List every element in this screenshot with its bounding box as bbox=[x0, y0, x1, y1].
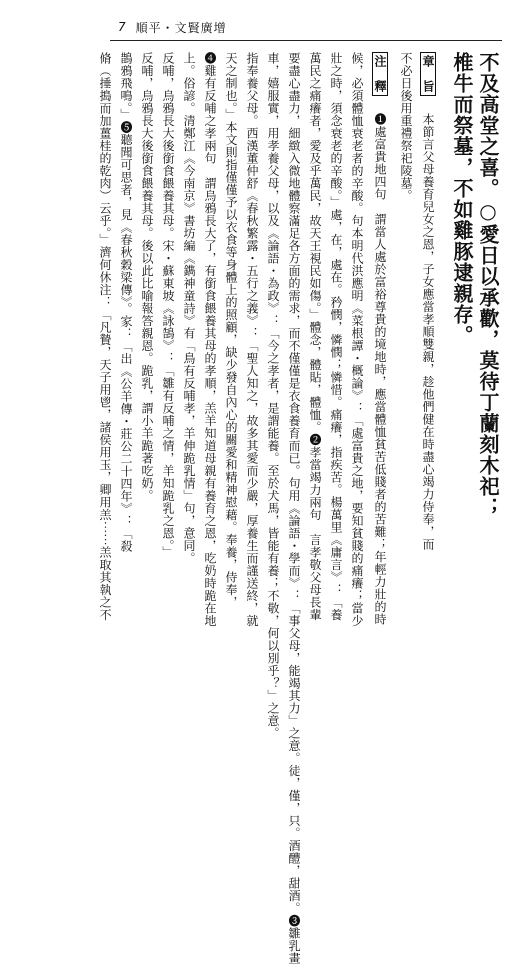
zhangzhi-text: 本節言父母養育兒女之恩，子女應當孝順雙親，趁他們健在時盡心竭力侍奉，而 bbox=[421, 113, 435, 551]
note-line: 天之制也。」本文則指僅僅予以衣食等身體上的照顧，缺少發自內心的關愛和精神慰藉。奉養，侍奉， bbox=[224, 52, 238, 609]
note-line: 鵲鴉飛鳴。」❺聽聞可思者，見《春秋穀梁傳》。家：「出《公羊傳・莊公二十四年》：「殺 bbox=[119, 52, 133, 553]
note-line: 萬民之痛癢者，愛及乎萬民，故天王視民如傷。」體念，體貼，體恤。❷孝當竭力兩句 言孝敬父母長輩 bbox=[308, 52, 322, 621]
zhangzhi-tag: 章 旨 bbox=[420, 52, 436, 96]
note-line: ❹雞有反哺之孝兩句 謂烏鴉長大了，有銜食餵養其母的孝順，羔羊知道母親有養育之恩，吃奶時跪在地 bbox=[203, 52, 217, 627]
main-text-column-2: 椎牛而祭墓，不如雞豚逮親存。 bbox=[450, 52, 474, 346]
zhushi-tag: 注 釋 bbox=[372, 52, 388, 96]
note-line: 候，必須體恤衰老者的辛酸。句本明代洪應明《菜根譚・概論》：「處富貴之地，要知貧賤的痛癢；當少 bbox=[350, 52, 364, 627]
note-line: 脩（捶搗而加薑桂的乾肉）云乎。」濟何休注：「凡贄，天子用鬯，諸侯用玉，卿用羔⋯⋯羔取其執之不 bbox=[98, 52, 112, 621]
note-line: 反哺，烏鴉長大後銜食餵養其母。後以此比喻報答親恩。跪乳，謂小羊跪著吃奶。 bbox=[140, 52, 154, 502]
note-line: 壯之時，須念衰老的辛酸。」處，在，處在。矜憫，憐憫；憐惜。痛癢，指疾苦。楊萬里《庸言》：「養 bbox=[329, 52, 343, 621]
note-line: ❶處富貴地四句 謂當人處於富裕尊貴的境地時，應當體恤貧苦低賤者的苦難；年輕力壯的時 bbox=[373, 113, 387, 626]
note-line: 要盡心盡力，細緻入微地體察滿足各方面的需求，而不僅僅是衣食養育而已。句用《論語・學而》：「事父母，能竭其力」之意。徒，僅，只。酒醴，甜酒。❸雛乳畫 bbox=[287, 52, 301, 965]
main-text-column-1: 不及高堂之喜。○愛日以承歡，莫待丁蘭刻木祀； bbox=[476, 52, 500, 518]
note-line: 指奉養父母。西漢董仲舒《春秋繁露・五行之義》：「聖人知之，故多其愛而少嚴，厚養生而謹送終，就 bbox=[245, 52, 259, 627]
zhushi-column-1 bbox=[372, 52, 388, 626]
header-rule bbox=[110, 40, 502, 41]
running-title: 順平・文賢廣增 bbox=[135, 20, 227, 35]
note-line: 車，嬉服實，用孝養父母，以及《論語・為政》：「今之孝者，是謂能養。至於犬馬，皆能有養；不敬，何以別乎？」之意。 bbox=[266, 52, 280, 740]
running-header bbox=[118, 16, 227, 38]
zhangzhi-column bbox=[420, 52, 436, 551]
note-line: 反哺，烏鴉長大後銜食餵養其母。宋・蘇東坡《詠鵠》：「雛有反哺之情，羊知跪乳之恩。」 bbox=[161, 52, 175, 559]
zhangzhi-continuation: 不必日後用重禮祭祀陵墓。 bbox=[399, 52, 413, 202]
page-number: 7 bbox=[118, 20, 126, 34]
note-line: 上。俗諺。清鄭江《今南京》書坊編《鐫神童詩》有「鳥有反哺孝，羊伸跪乳情」句，意同。 bbox=[182, 52, 196, 565]
